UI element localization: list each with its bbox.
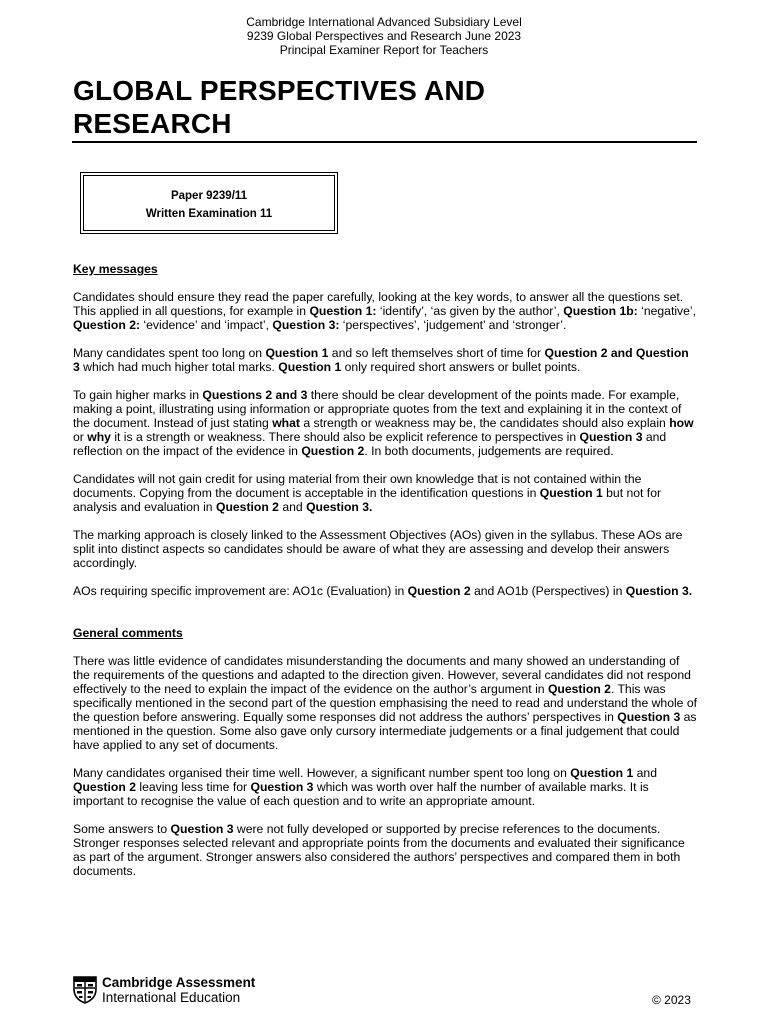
paper-name: Written Examination 11 <box>145 208 273 220</box>
text-run: only required short answers or bullet points. <box>341 360 581 374</box>
text-run: ‘negative’, <box>637 304 696 318</box>
text-run: and <box>633 766 657 780</box>
text-run: AOs requiring specific improvement are: AO1c (Evaluation) in <box>73 584 408 598</box>
question-ref: Question 3 <box>579 430 643 444</box>
question-ref: Question 2 <box>73 780 136 794</box>
text-run: Candidates should ensure they read the paper carefully, looking at the key words, to answer all the questions set. This applied in all questions, for example in <box>73 290 684 318</box>
page-header <box>0 15 768 57</box>
text-run: as mentioned in the question. Some also gave only cursory intermediate judgements or a final judgement that could have applied to any set of documents. <box>73 710 697 752</box>
question-ref: Question 2 <box>215 500 279 514</box>
text-run: were not fully developed or supported by precise references to the documents. Stronger responses selected relevant and appropriate points from the documents and evaluated their significance as part of the argument. Stronger answers also considered the authors’ perspectives and compared them in both documents. <box>73 822 685 878</box>
question-ref: Question 3 <box>617 710 681 724</box>
header-syllabus: 9239 Global Perspectives and Research June 2023 <box>246 29 522 43</box>
text-run: leaving less time for <box>135 780 251 794</box>
key-messages-heading: Key messages <box>73 262 158 276</box>
copyright-notice: © 2023 <box>652 993 691 1007</box>
question-ref: Question 3: <box>272 318 340 332</box>
text-run: and reflection on the impact of the evidence in <box>73 430 667 458</box>
logo-line-2: International Education <box>102 990 241 1005</box>
question-ref: Question 3 <box>170 822 234 836</box>
key-messages-paragraph-5: The marking approach is closely linked to the Assessment Objectives (AOs) given in the syllabus. These AOs are split into distinct aspects so candidates should be aware of what they are assessing and develop their answers accordingly. <box>73 528 683 570</box>
key-messages-paragraph-2 <box>73 346 698 374</box>
logo-wordmark <box>102 975 255 1005</box>
cambridge-crest-icon <box>73 976 97 1004</box>
title-divider <box>72 141 697 143</box>
emphasis: how <box>669 416 694 430</box>
text-run: or <box>73 430 88 444</box>
text-run: and AO1b (Perspectives) in <box>470 584 626 598</box>
page-title-line2: RESEARCH <box>73 108 232 139</box>
question-ref: Question 2 and Question 3 <box>73 346 689 374</box>
paper-box-inner <box>83 175 335 231</box>
paper-number: Paper 9239/11 <box>170 190 248 202</box>
text-run: there should be clear development of the points made. For example, making a point, illustrating using information or appropriate quotes from the text and explaining it in the context of the document. Instead of just stating <box>73 388 682 430</box>
text-run: Many candidates spent too long on <box>73 346 266 360</box>
key-messages-paragraph-1 <box>73 290 698 332</box>
question-ref: Question 3. <box>625 584 693 598</box>
text-run: ‘identify’, ‘as given by the author’, <box>376 304 564 318</box>
header-qualification: Cambridge International Advanced Subsidiary Level <box>246 15 522 29</box>
text-run: Candidates will not gain credit for using material from their own knowledge that is not contained within the documents. Copying from the document is acceptable in the identification questions in <box>73 472 642 500</box>
text-run: which had much higher total marks. <box>79 360 279 374</box>
page-title <box>73 74 593 140</box>
question-ref: Question 1 <box>570 766 634 780</box>
text-run: and <box>278 500 307 514</box>
question-ref: Question 2 <box>301 444 365 458</box>
question-ref: Question 2 <box>547 682 611 696</box>
section-spacer <box>73 612 698 626</box>
text-run: ‘evidence’ and ‘impact’, <box>140 318 273 332</box>
cambridge-logo <box>73 975 255 1005</box>
key-messages-paragraph-4 <box>73 472 698 514</box>
question-ref: Questions 2 and 3 <box>202 388 308 402</box>
key-messages-paragraph-3 <box>73 388 698 458</box>
emphasis: what <box>272 416 300 430</box>
report-body <box>73 262 698 892</box>
question-ref: Question 3. <box>306 500 373 514</box>
header-report-type: Principal Examiner Report for Teachers <box>279 43 489 57</box>
key-messages-paragraph-6 <box>73 584 698 598</box>
text-run: Many candidates organised their time well. However, a significant number spent too long on <box>73 766 571 780</box>
text-run: There was little evidence of candidates misunderstanding the documents and many showed an understanding of the requirements of the questions and adapted to the direction given. However, several candidates did not respond effectively to the need to explain the impact of the evidence on the author’s argument in <box>73 654 691 696</box>
question-ref: Question 1 <box>278 360 342 374</box>
text-run: but not for analysis and evaluation in <box>73 486 662 514</box>
general-comments-paragraph-2 <box>73 766 698 808</box>
general-comments-heading: General comments <box>73 626 183 640</box>
text-run: ‘perspectives’, ‘judgement’ and ‘stronger’. <box>339 318 567 332</box>
text-run: . This was specifically mentioned in the second part of the question emphasising the need to read and understand the whole of the question before answering. Equally some responses did not address the authors’ perspectives in <box>73 682 698 724</box>
question-ref: Question 1: <box>309 304 377 318</box>
question-ref: Question 2 <box>407 584 471 598</box>
page-title-line1: GLOBAL PERSPECTIVES AND <box>73 75 486 106</box>
text-run: it is a strength or weakness. There should also be explicit reference to perspectives in <box>110 430 580 444</box>
general-comments-paragraph-1 <box>73 654 698 752</box>
general-comments-paragraph-3 <box>73 822 698 878</box>
question-ref: Question 1b: <box>563 304 638 318</box>
text-run: a strength or weakness may be, the candidates should also explain <box>299 416 670 430</box>
question-ref: Question 3 <box>250 780 314 794</box>
text-run: which was worth over half the number of available marks. It is important to recognise the value of each question and to write an appropriate amount. <box>73 780 649 808</box>
question-ref: Question 1 <box>265 346 329 360</box>
question-ref: Question 1 <box>539 486 603 500</box>
question-ref: Question 2: <box>73 318 141 332</box>
logo-line-1: Cambridge Assessment <box>102 975 256 990</box>
text-run: To gain higher marks in <box>73 388 203 402</box>
emphasis: why <box>87 430 111 444</box>
text-run: and so left themselves short of time for <box>328 346 545 360</box>
text-run: . In both documents, judgements are required. <box>364 444 614 458</box>
text-run: Some answers to <box>73 822 171 836</box>
paper-box <box>80 172 338 234</box>
